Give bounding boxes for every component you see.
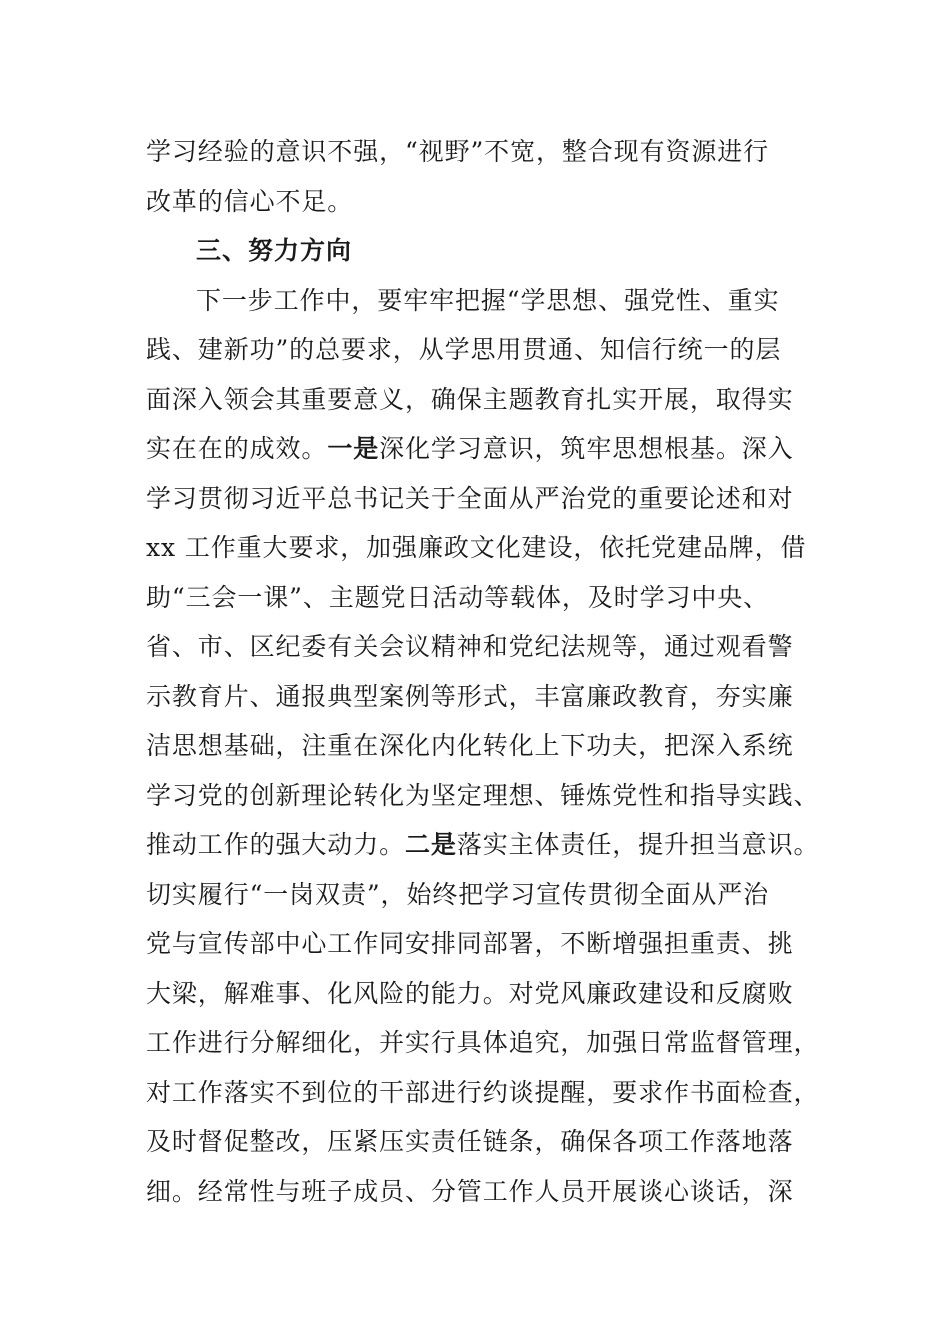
body-text-line-19: 工作进行分解细化，并实行具体追究，加强日常监督管理， <box>146 1028 820 1057</box>
body-text-line-13: 洁思想基础，注重在深化内化转化上下功夫，把深入系统 <box>146 731 794 760</box>
body-text-line-5: 践、建新功”的总要求，从学思用贯通、知信行统一的层 <box>146 335 782 364</box>
text-run: 实在在的成效。 <box>146 434 328 463</box>
body-text-line-16: 切实履行“一岗双责”，始终把学习宣传贯彻全面从严治 <box>146 880 770 909</box>
body-text-line-10: 助“三会一课”、主题党日活动等载体，及时学习中央、 <box>146 583 770 612</box>
body-text-line-7 <box>146 424 806 474</box>
text-run: 落实主体责任，提升担当意识。 <box>456 830 820 859</box>
body-text-line-6: 面深入领会其重要意义，确保主题教育扎实开展，取得实 <box>146 385 794 414</box>
body-text-line-11: 省、市、区纪委有关会议精神和党纪法规等，通过观看警 <box>146 632 794 661</box>
body-text-line-2: 改革的信心不足。 <box>146 187 354 216</box>
body-text-line-18: 大梁，解难事、化风险的能力。对党风廉政建设和反腐败 <box>146 979 794 1008</box>
bold-marker-second: 二是 <box>405 830 457 859</box>
body-text-line-17: 党与宣传部中心工作同安排同部署，不断增强担重责、挑 <box>146 929 794 958</box>
body-text-line-4: 下一步工作中，要牢牢把握“学思想、强党性、重实 <box>196 286 780 315</box>
body-text-line-12: 示教育片、通报典型案例等形式，丰富廉政教育，夯实廉 <box>146 682 794 711</box>
text-run: 深化学习意识，筑牢思想根基。深入 <box>379 434 794 463</box>
body-text-line-14: 学习党的创新理论转化为坚定理想、锤炼党性和指导实践、 <box>146 781 820 810</box>
body-text-line-9: xx 工作重大要求，加强廉政文化建设，依托党建品牌，借 <box>146 533 807 562</box>
body-text-line-1: 学习经验的意识不强，“视野”不宽，整合现有资源进行 <box>146 137 770 166</box>
body-text-line-15 <box>146 820 820 870</box>
body-text-line-8: 学习贯彻习近平总书记关于全面从严治党的重要论述和对 <box>146 484 794 513</box>
body-text-line-21: 及时督促整改，压紧压实责任链条，确保各项工作落地落 <box>146 1127 794 1156</box>
body-text-line-20: 对工作落实不到位的干部进行约谈提醒，要求作书面检查， <box>146 1078 820 1107</box>
section-heading: 三、努力方向 <box>196 236 353 265</box>
bold-marker-first: 一是 <box>327 434 380 463</box>
text-run: 推动工作的强大动力。 <box>146 830 406 859</box>
body-text-line-22: 细。经常性与班子成员、分管工作人员开展谈心谈话，深 <box>146 1177 794 1206</box>
